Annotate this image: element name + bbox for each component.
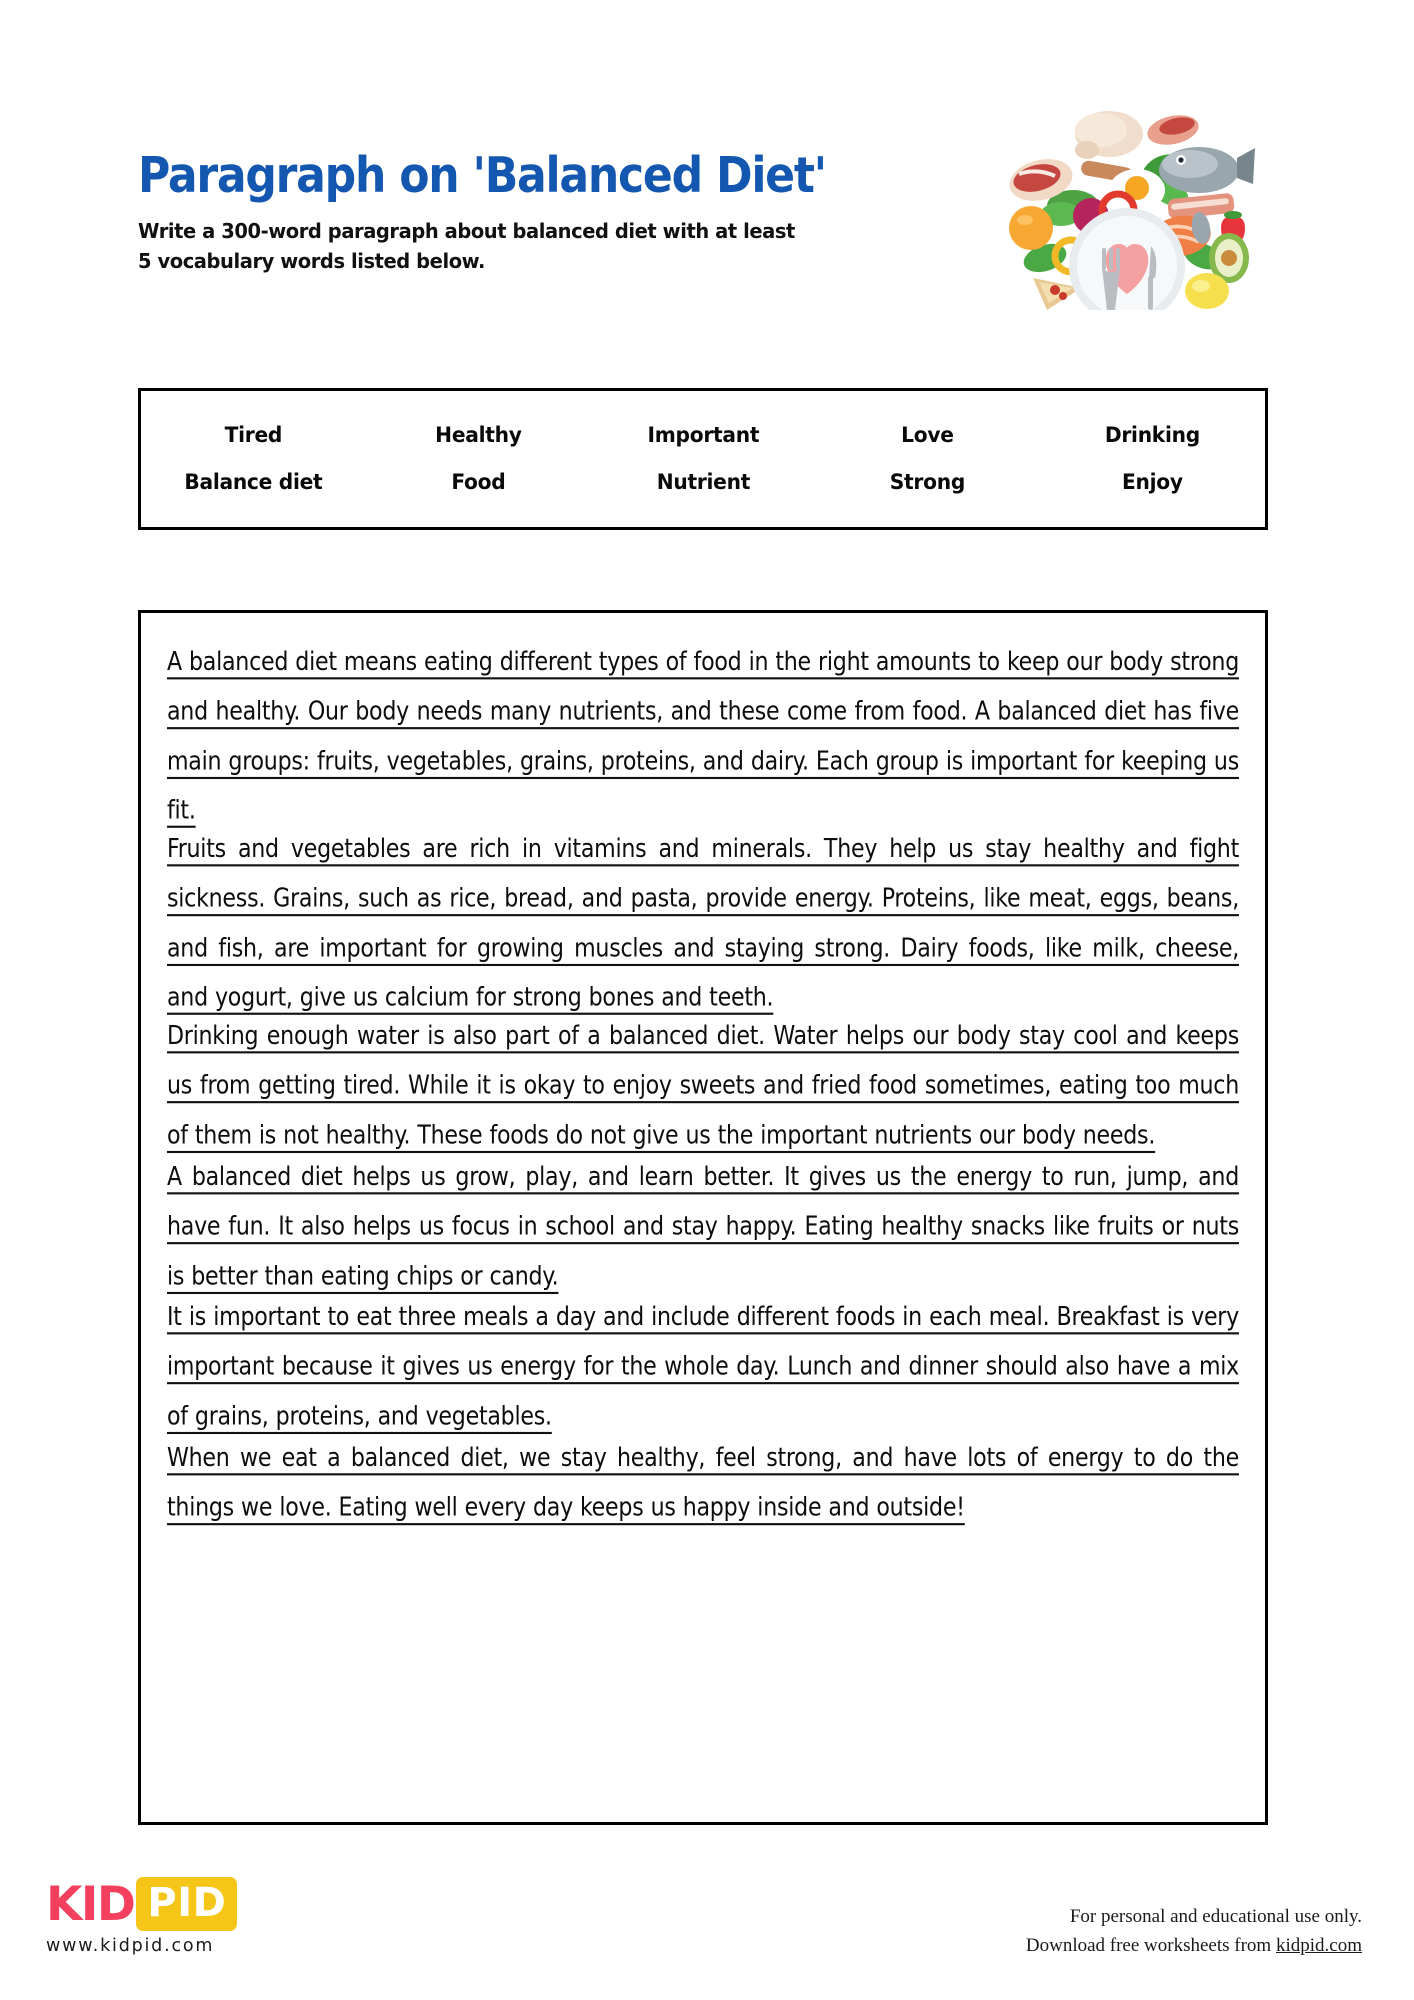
essay-paragraph: Fruits and vegetables are rich in vitamins and minerals. They help us stay healthy and fight sickness. Grains, such as rice, bread, and pasta, provide energy. Proteins, like meat, eggs, beans, and fish, are important for growing muscles and staying strong. Dairy foods, like milk, cheese, and yogurt, give us calcium for strong bones and teeth. bbox=[167, 832, 1239, 1013]
essay-paragraph: When we eat a balanced diet, we stay healthy, feel strong, and have lots of energy to do the things we love. Eating well every day keeps us happy inside and outside! bbox=[167, 1441, 1239, 1522]
essay-answer-box[interactable] bbox=[138, 610, 1268, 1825]
vocabulary-word-bank bbox=[138, 388, 1268, 530]
essay-paragraph: Drinking enough water is also part of a balanced diet. Water helps our body stay cool and keeps us from getting tired. While it is okay to enjoy sweets and fried food sometimes, eating too much of them is not healthy. These foods do not give us the important nutrients our body needs. bbox=[167, 1019, 1239, 1150]
steak-meat-icon bbox=[1145, 111, 1202, 149]
logo-kid-text: KID bbox=[46, 1876, 135, 1932]
vocabulary-word: Enjoy bbox=[1122, 470, 1183, 495]
roast-chicken-icon bbox=[1075, 111, 1143, 159]
footer-note-prefix: Download free worksheets from bbox=[1025, 1935, 1276, 1957]
logo-pid-badge: PID bbox=[136, 1877, 237, 1931]
footer-note-line-2 bbox=[842, 1931, 1362, 1960]
vocabulary-word: Balance diet bbox=[184, 470, 323, 495]
logo-website-url: www.kidpid.com bbox=[46, 1936, 215, 1956]
fried-egg-icon bbox=[1109, 169, 1165, 211]
kidpid-footer-link[interactable]: kidpid.com bbox=[1275, 1935, 1362, 1957]
vocabulary-row bbox=[141, 470, 1265, 495]
essay-paragraph: A balanced diet helps us grow, play, and learn better. It gives us the energy to run, jump, and have fun. It also helps us focus in school and stay happy. Eating healthy snacks like fruits or nuts is better than eating chips or candy. bbox=[167, 1160, 1239, 1291]
vocabulary-word: Important bbox=[647, 423, 759, 448]
vocabulary-word: Drinking bbox=[1105, 423, 1201, 448]
worksheet-instructions: Write a 300-word paragraph about balanced diet with at least 5 vocabulary words listed below. bbox=[138, 219, 795, 274]
worksheet-header bbox=[138, 147, 958, 277]
vocabulary-word: Tired bbox=[224, 423, 283, 448]
fish-icon bbox=[1159, 147, 1255, 193]
vocabulary-word: Love bbox=[901, 423, 955, 448]
vocabulary-word: Strong bbox=[890, 470, 966, 495]
vocabulary-word: Healthy bbox=[434, 423, 522, 448]
page-title: Paragraph on 'Balanced Diet' bbox=[138, 147, 826, 204]
vocabulary-word: Food bbox=[451, 470, 506, 495]
balanced-diet-food-illustration bbox=[985, 98, 1255, 310]
lemon-icon bbox=[1185, 273, 1229, 309]
footer-note-line-1: For personal and educational use only. bbox=[1069, 1906, 1362, 1927]
vocabulary-word: Nutrient bbox=[656, 470, 750, 495]
essay-paragraph: A balanced diet means eating different types of food in the right amounts to keep our body strong and healthy. Our body needs many nutrients, and these come from food. A balanced diet has five main groups: fruits, vegetables, grains, proteins, and dairy. Each group is important for keeping us fit. bbox=[167, 645, 1239, 826]
footer-usage-note bbox=[842, 1902, 1362, 1961]
logo-wordmark bbox=[46, 1878, 296, 1930]
essay-paragraph: It is important to eat three meals a day and include different foods in each meal. Breakfast is very important because it gives us energy for the whole day. Lunch and dinner should also have a mix of grains, proteins, and vegetables. bbox=[167, 1300, 1239, 1431]
vocabulary-row bbox=[141, 423, 1265, 448]
kidpid-logo[interactable] bbox=[46, 1878, 296, 1956]
orange-fruit-icon bbox=[1009, 206, 1053, 250]
